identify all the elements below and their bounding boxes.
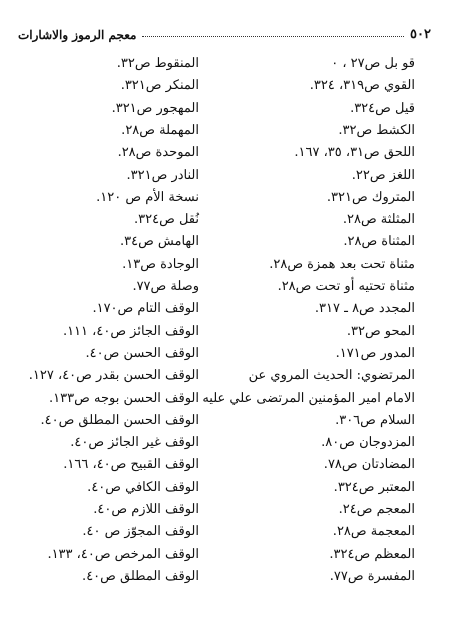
index-entry: المضادتان ص٧٨. bbox=[323, 457, 415, 473]
index-entry: اللحق ص٣١، ٣٥، ١٦٧. bbox=[294, 145, 415, 161]
index-entry: المجدد ص٨ ـ ٣١٧. bbox=[314, 301, 415, 317]
index-entry: نسخة الأم ص ١٢٠. bbox=[96, 189, 199, 205]
index-entry: الوقف الحسن ص٤٠. bbox=[85, 345, 199, 361]
index-entry: الوقف المجوّز ص ٤٠. bbox=[82, 524, 199, 540]
index-entry: الوقف الجائز ص٤٠، ١١١. bbox=[62, 323, 199, 339]
index-entry: الهامش ص٣٤. bbox=[119, 234, 199, 250]
index-entry: المعتبر ص٣٢٤. bbox=[333, 479, 415, 495]
index-entry: المعجم ص٢٤. bbox=[338, 502, 415, 517]
index-entry: الوقف غير الجائز ص٤٠. bbox=[70, 435, 199, 451]
index-entry: المثناة ص٢٨. bbox=[343, 234, 415, 250]
index-entry: المزدوجان ص٨٠. bbox=[321, 435, 415, 451]
index-entry: الوجادة ص١٣. bbox=[122, 256, 199, 272]
index-entry: الموحدة ص٢٨. bbox=[117, 145, 199, 161]
index-entry: المعجمة ص٢٨. bbox=[332, 524, 415, 540]
index-entry: الوقف الحسن المطلق ص٤٠. bbox=[40, 412, 199, 428]
index-entry: الوقف المرخص ص٤٠، ١٣٣. bbox=[47, 546, 199, 562]
index-entry: المهجور ص٣٢١. bbox=[111, 100, 199, 116]
index-entry: مثناة تحتيه أو تحت ص٢٨. bbox=[277, 279, 415, 294]
index-entry: السلام ص٣٠٦. bbox=[335, 412, 415, 428]
running-title: معجم الرموز والاشارات bbox=[18, 28, 137, 42]
index-entry: المثلثة ص٢٨. bbox=[342, 212, 415, 228]
index-entry: قيل ص٣٢٤. bbox=[350, 100, 415, 116]
index-entry: الوقف المطلق ص٤٠. bbox=[82, 568, 199, 584]
index-entry: الوقف الكافي ص٤٠. bbox=[87, 479, 199, 495]
index-entry: المدور ص١٧١. bbox=[335, 345, 415, 361]
index-entry: النادر ص٣٢١. bbox=[126, 167, 199, 183]
index-entry: اللغز ص٢٢. bbox=[351, 167, 415, 183]
index-entry: المفسرة ص٧٧. bbox=[329, 568, 415, 584]
index-entry: الامام امير المؤمنين المرتضى علي عليه bbox=[202, 390, 415, 406]
index-entry: الوقف اللازم ص٤٠. bbox=[93, 502, 199, 517]
index-entry: نُقل ص٣٢٤. bbox=[134, 212, 199, 228]
page-header bbox=[18, 20, 431, 42]
index-entry: المرتضوي: الحديث المروي عن bbox=[248, 368, 415, 384]
index-entry: قو بل ص٢٧ ، ٠ bbox=[331, 56, 415, 71]
index-entry: الوقف الحسن بوجه ص١٣٣. bbox=[49, 390, 199, 406]
index-entry: المعظم ص٣٢٤. bbox=[329, 546, 415, 562]
index-entry: الوقف القبيح ص٤٠، ١٦٦. bbox=[63, 457, 199, 473]
index-entry: المتروك ص٣٢١. bbox=[326, 189, 415, 205]
index-entry: القوي ص٣١٩، ٣٢٤. bbox=[309, 78, 415, 94]
page-number: ٥٠٢ bbox=[410, 27, 431, 42]
index-entry: المنكر ص٣٢١. bbox=[120, 78, 199, 94]
index-entry: المحو ص٣٢. bbox=[346, 323, 415, 339]
index-entry: مثناة تحت بعد همزة ص٢٨. bbox=[269, 256, 415, 272]
index-entry: المنقوط ص٣٢. bbox=[116, 56, 199, 71]
dotted-leader bbox=[142, 36, 404, 37]
index-entry: الوقف الحسن بقدر ص٤٠، ١٢٧. bbox=[28, 368, 199, 384]
index-entry: الوقف التام ص١٧٠. bbox=[92, 301, 199, 317]
index-entry: وصلة ص٧٧. bbox=[132, 279, 199, 294]
index-entry: المهملة ص٢٨. bbox=[121, 122, 199, 138]
index-entry: الكشط ص٣٢. bbox=[338, 122, 415, 138]
